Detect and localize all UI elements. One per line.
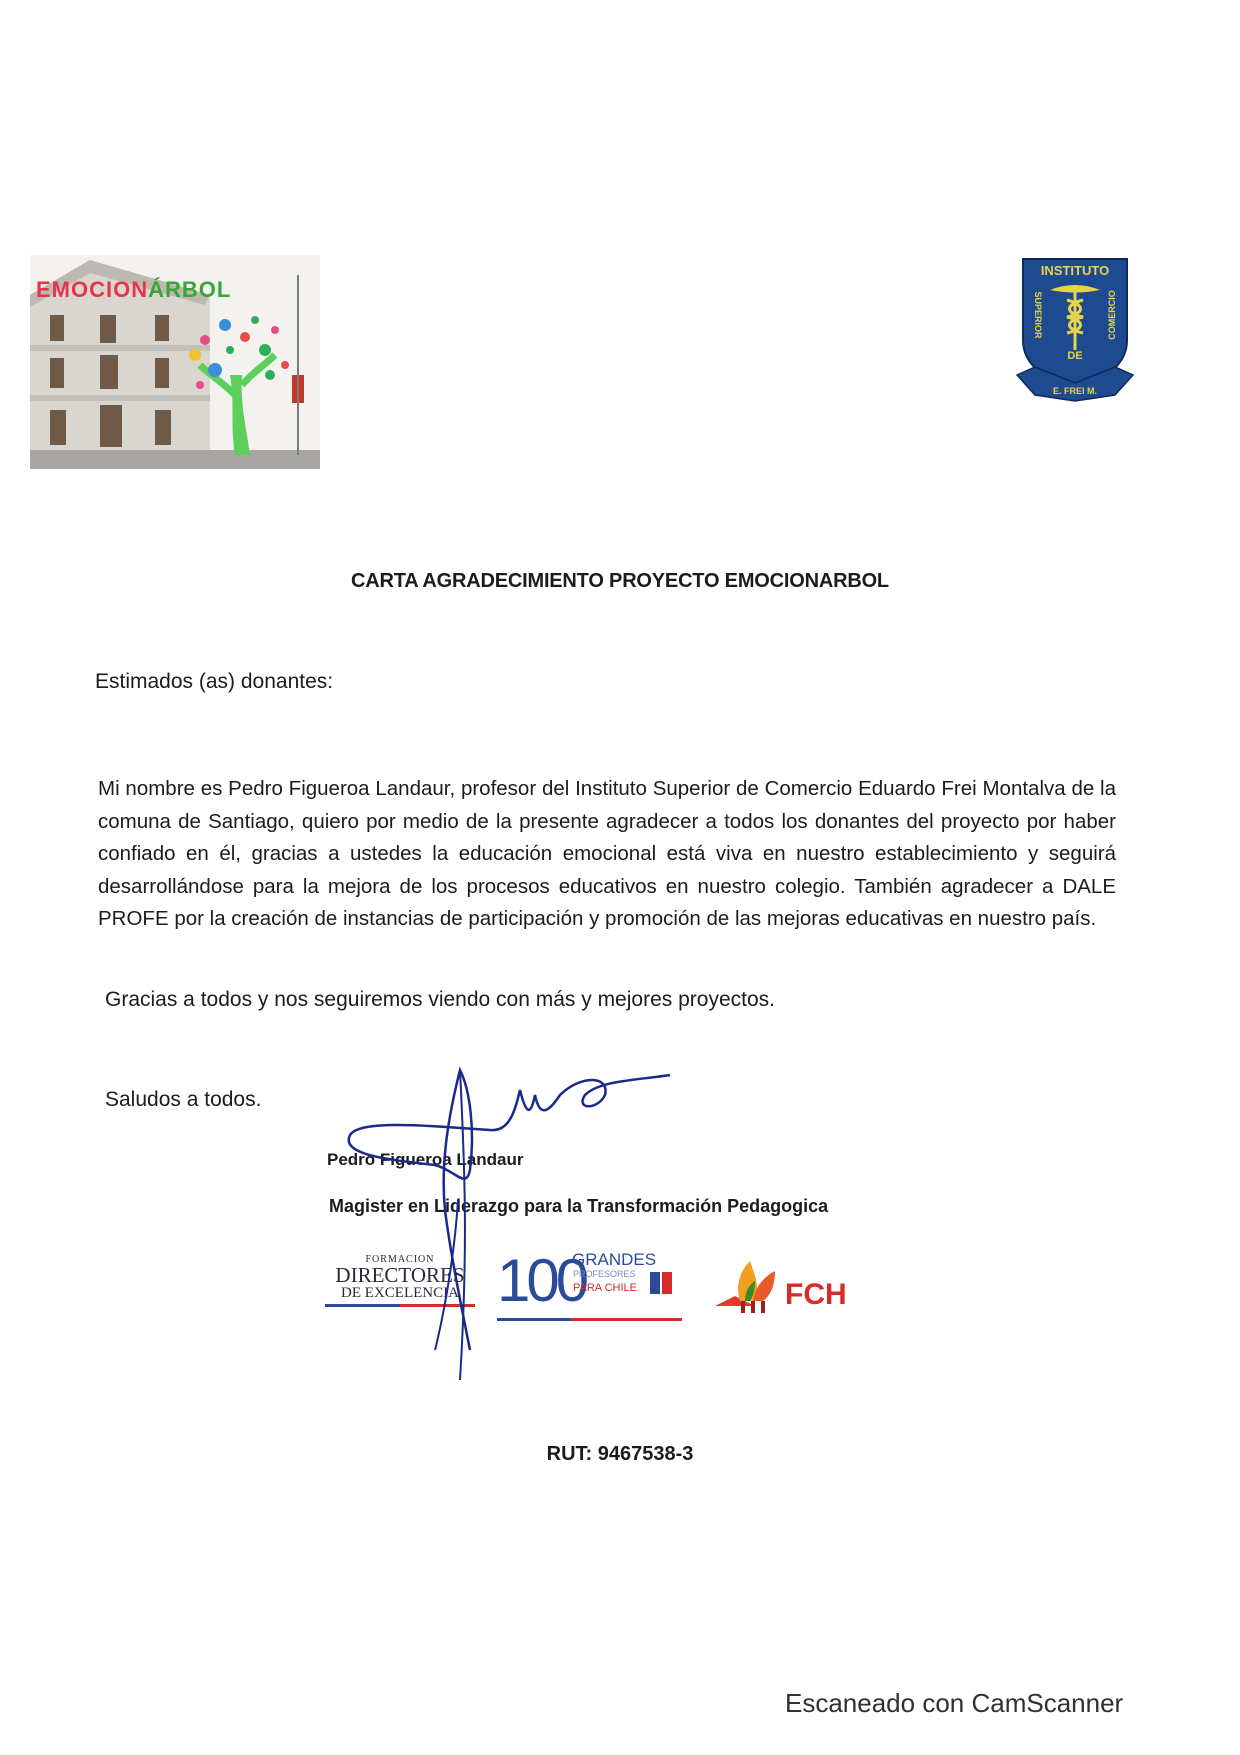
emocionarbol-logo-text: EMOCIONÁRBOL	[36, 277, 232, 302]
fch-flame-icon	[715, 1256, 785, 1316]
flag-stripe	[497, 1318, 682, 1321]
partner-logos	[325, 1247, 847, 1360]
closing-line: Gracias a todos y nos seguiremos viendo con más y mejores proyectos.	[105, 988, 775, 1011]
signatory-name: Pedro Figueroa Landaur	[327, 1150, 524, 1169]
svg-text:DE: DE	[1067, 350, 1083, 362]
cien-grandes-profesores-logo	[497, 1247, 687, 1330]
fch-logo	[715, 1256, 855, 1326]
directores-logo-line: FORMACION	[365, 1254, 435, 1265]
svg-text:SUPERIOR: SUPERIOR	[1033, 291, 1043, 339]
pencil-icon	[650, 1272, 660, 1294]
camscanner-watermark: Escaneado con CamScanner	[785, 1688, 1124, 1718]
cien-logo-line: PROFESORES	[573, 1269, 636, 1279]
instituto-crest-logo	[1015, 255, 1135, 405]
letter-body-paragraph: Mi nombre es Pedro Figueroa Landaur, profesor del Instituto Superior de Comercio Eduardo Frei Montalva de la comuna de Santiago, quiero por medio de la presente agradecer a todos los donantes del proyecto por haber confiado en él, gracias a ustedes la educación emocional está viva en nuestro establecimiento y seguirá desarrollándose para la mejora de los procesos educativos en nuestro colegio. También agradecer a DALE PROFE por la creación de instancias de participación y promoción de las mejoras educativas en nuestro país.	[98, 777, 1116, 930]
directores-logo-line: DIRECTORES	[335, 1263, 465, 1287]
directores-logo-line: DE EXCELENCIA	[341, 1285, 459, 1301]
svg-text:COMERCIO: COMERCIO	[1107, 290, 1117, 340]
svg-text:E. FREI M.: E. FREI M.	[1052, 386, 1098, 396]
pencil-icon	[662, 1272, 672, 1294]
signatory-title: Magister en Liderazgo para la Transformación Pedagogica	[329, 1196, 829, 1216]
cien-logo-line: PARA CHILE	[573, 1282, 637, 1294]
cien-number: 100	[497, 1247, 586, 1314]
directores-excelencia-logo	[325, 1254, 475, 1307]
svg-text:INSTITUTO: INSTITUTO	[1040, 263, 1110, 278]
letter-title: CARTA AGRADECIMIENTO PROYECTO EMOCIONARBOL	[351, 570, 889, 592]
emocionarbol-logo	[30, 255, 320, 469]
fch-text: FCH	[785, 1278, 847, 1311]
regards-line: Saludos a todos.	[105, 1088, 262, 1111]
rut-number: RUT: 9467538-3	[546, 1443, 694, 1465]
flag-stripe	[325, 1304, 475, 1307]
cien-logo-line: GRANDES	[572, 1250, 657, 1269]
salutation: Estimados (as) donantes:	[95, 670, 334, 693]
